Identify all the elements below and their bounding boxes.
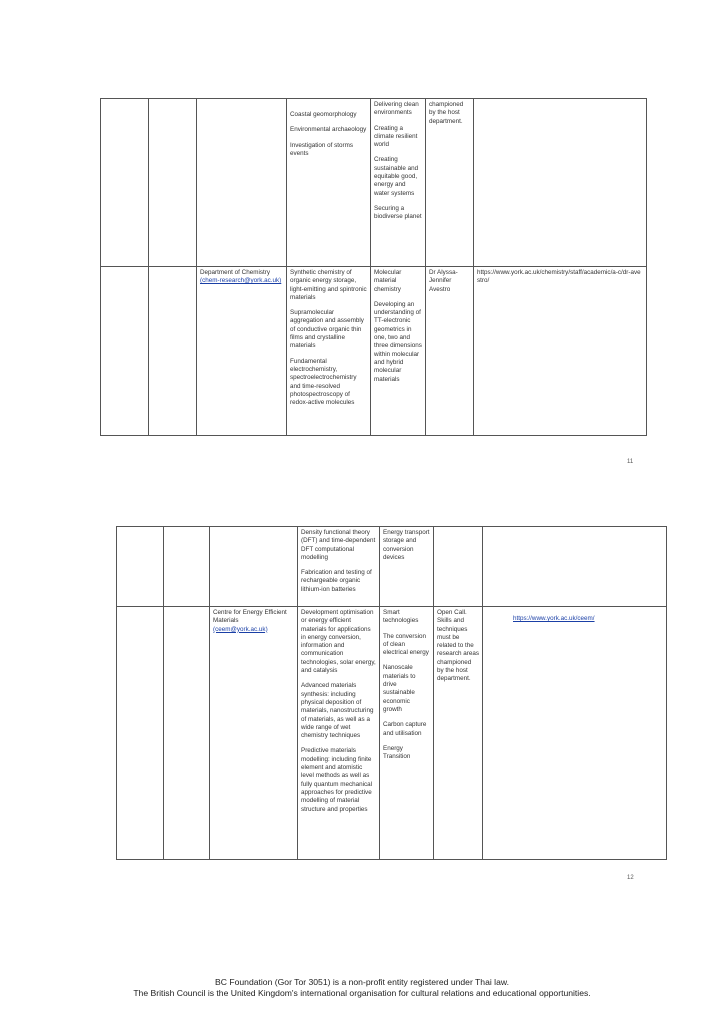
theme: Delivering clean environments [374, 101, 419, 117]
themes-cell [371, 267, 426, 436]
theme: Energy transport storage and conversion devices [383, 529, 430, 561]
notes-text: championed by the host department. [429, 101, 464, 125]
department-cell [197, 267, 287, 436]
theme: Creating sustainable and equitable good, energy and water systems [374, 156, 419, 197]
theme: Energy Transition [383, 744, 411, 761]
empty-cell [117, 527, 164, 607]
notes-cell [434, 607, 483, 860]
department-cell [210, 607, 298, 860]
research-areas-cell [287, 267, 371, 436]
themes-cell [380, 607, 434, 860]
themes-cell [380, 527, 434, 607]
themes-cell [371, 99, 426, 267]
empty-cell [101, 267, 149, 436]
research-area: Density functional theory (DFT) and time-dependent DFT computational modelling [301, 529, 376, 561]
research-areas-cell [298, 527, 380, 607]
theme: Carbon capture and utilisation [383, 721, 427, 737]
research-area: Development optimisation or energy efficient materials for applications in energy conversion, information and communication technologies, solar energy, and catalysis [301, 609, 376, 675]
url-cell [474, 99, 647, 267]
empty-cell [164, 527, 210, 607]
research-area: Environmental archaeology [290, 126, 367, 134]
research-area: Predictive materials modelling: including finite element and atomistic level methods as well as fully quantum mechanical approaches for predictive modelling of material structure and properties [301, 747, 373, 813]
research-area: Fabrication and testing of rechargeable organic lithium-ion batteries [301, 569, 372, 593]
theme: Creating a climate resilient world [374, 124, 418, 149]
department-email-link[interactable]: (chem-research@york.ac.uk) [200, 277, 282, 285]
empty-cell [164, 607, 210, 860]
department-email-link[interactable]: (ceem@york.ac.uk) [213, 625, 268, 633]
table-row [101, 99, 647, 267]
page-footer [0, 977, 724, 999]
research-area: Synthetic chemistry of organic energy storage, light-emitting and spintronic materials [290, 269, 367, 301]
research-area: Fundamental electrochemistry, spectroelectrochemistry and time-resolved photospectroscopy of redox-active molecules [290, 357, 357, 407]
table-row [117, 607, 667, 860]
empty-cell [117, 607, 164, 860]
department-cell [210, 527, 298, 607]
table-row [117, 527, 667, 607]
theme: Smart technologies [383, 609, 419, 625]
footer-british-council-line: The British Council is the United Kingdom's international organisation for cultural relations and educational opportunities. [133, 988, 591, 998]
page-number: 11 [627, 459, 634, 465]
contact-name: Dr Alyssa-Jennifer Avestro [429, 269, 458, 293]
theme: Securing a biodiverse planet [374, 204, 422, 221]
research-area: Supramolecular aggregation and assembly of conductive organic thin films and crystalline materials [290, 309, 364, 350]
staff-page-url[interactable]: https://www.york.ac.uk/chemistry/staff/academic/a-c/dr-avestro/ [477, 269, 641, 285]
notes-cell [426, 99, 474, 267]
notes-text: Open Call. Skills and techniques must be related to the research areas championed by the host department. [437, 609, 479, 683]
empty-cell [149, 99, 197, 267]
ceem-url-link[interactable]: https://www.york.ac.uk/ceem/ [513, 615, 595, 622]
notes-cell [434, 527, 483, 607]
url-cell [483, 607, 667, 860]
research-areas-cell [287, 99, 371, 267]
theme: Developing an understanding of TT-electronic geometrics in one, two and three dimensions within molecular and hybrid molecular materials [374, 300, 422, 383]
footer-foundation-line: BC Foundation (Gor Tor 3051) is a non-profit entity registered under Thai law. [215, 977, 509, 987]
theme: Nanoscale materials to drive sustainable economic growth [383, 664, 416, 713]
table-row [101, 267, 647, 436]
department-cell [197, 99, 287, 267]
research-areas-cell [298, 607, 380, 860]
theme: Molecular material chemistry [374, 269, 402, 293]
url-cell [483, 527, 667, 607]
research-area: Coastal geomorphology [290, 111, 357, 118]
theme: The conversion of clean electrical energy [383, 632, 429, 657]
research-table-page-11 [100, 98, 647, 436]
empty-cell [149, 267, 197, 436]
empty-cell [101, 99, 149, 267]
research-area: Investigation of storms events [290, 141, 353, 157]
research-area: Advanced materials synthesis: including physical deposition of materials, nanostructuring of materials, as well as a wide range of wet chemistry techniques [301, 682, 374, 740]
contact-cell [426, 267, 474, 436]
page-number: 12 [627, 875, 634, 881]
department-name: Department of Chemistry [200, 269, 270, 276]
url-cell [474, 267, 647, 436]
department-name: Centre for Energy Efficient Materials [213, 609, 287, 625]
research-table-page-12 [116, 526, 667, 860]
